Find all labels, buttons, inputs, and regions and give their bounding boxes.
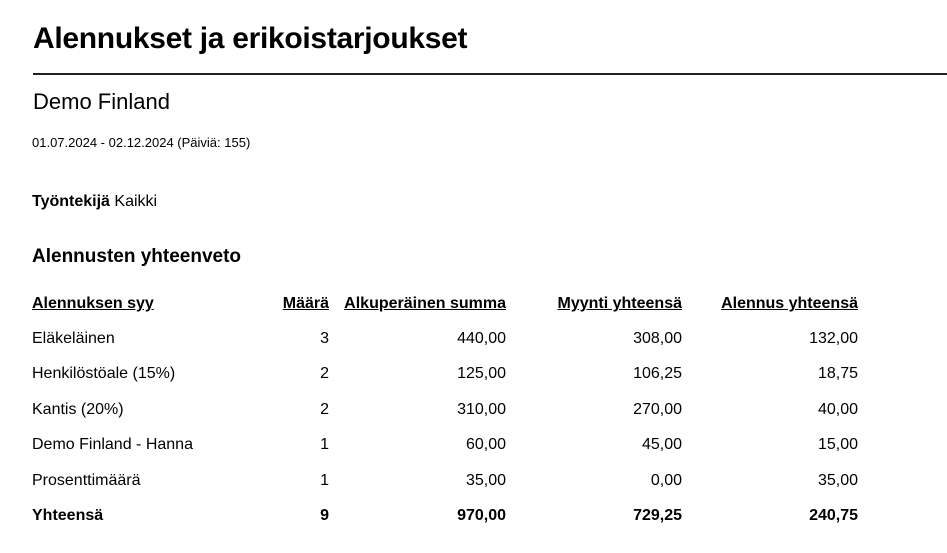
cell-discount: 40,00 xyxy=(817,400,858,418)
cell-reason: Prosenttimäärä xyxy=(32,471,141,489)
total-original: 970,00 xyxy=(457,507,506,525)
total-count: 9 xyxy=(320,507,329,525)
cell-sales: 270,00 xyxy=(633,400,682,418)
header-discount: Alennus yhteensä xyxy=(721,295,858,312)
company-name: Demo Finland xyxy=(33,89,170,114)
cell-original: 440,00 xyxy=(457,329,506,347)
table-row xyxy=(32,428,858,464)
cell-original: 125,00 xyxy=(457,365,506,383)
employee-label: Työntekijä xyxy=(32,193,110,210)
cell-original: 35,00 xyxy=(465,471,506,489)
table-header-row xyxy=(32,295,858,321)
title-divider xyxy=(33,73,947,75)
cell-sales: 0,00 xyxy=(650,471,682,489)
header-original: Alkuperäinen summa xyxy=(344,295,506,312)
cell-sales: 45,00 xyxy=(641,436,682,454)
cell-reason: Eläkeläinen xyxy=(32,329,115,347)
cell-count: 1 xyxy=(320,471,329,489)
header-sales: Myynti yhteensä xyxy=(557,295,682,312)
table-row xyxy=(32,357,858,393)
total-discount: 240,75 xyxy=(809,507,858,525)
report-title: Alennukset ja erikoistarjoukset xyxy=(33,22,468,55)
header-count: Määrä xyxy=(282,295,329,312)
cell-original: 310,00 xyxy=(457,400,506,418)
cell-discount: 35,00 xyxy=(817,471,858,489)
cell-discount: 18,75 xyxy=(817,365,858,383)
header-reason: Alennuksen syy xyxy=(32,295,154,312)
cell-count: 1 xyxy=(320,436,329,454)
table-row xyxy=(32,321,858,357)
total-row xyxy=(32,499,858,535)
report-period: 01.07.2024 - 02.12.2024 (Päiviä: 155) xyxy=(32,135,251,150)
cell-original: 60,00 xyxy=(465,436,506,454)
cell-reason: Kantis (20%) xyxy=(32,400,124,418)
cell-reason: Demo Finland - Hanna xyxy=(32,436,193,454)
cell-discount: 15,00 xyxy=(817,436,858,454)
cell-count: 3 xyxy=(320,329,329,347)
cell-count: 2 xyxy=(320,365,329,383)
cell-discount: 132,00 xyxy=(809,329,858,347)
cell-reason: Henkilöstöale (15%) xyxy=(32,365,176,383)
discount-summary-table xyxy=(32,295,858,534)
cell-count: 2 xyxy=(320,400,329,418)
employee-value: Kaikki xyxy=(114,193,158,210)
cell-sales: 106,25 xyxy=(633,365,682,383)
section-title: Alennusten yhteenveto xyxy=(32,246,242,267)
cell-sales: 308,00 xyxy=(633,329,682,347)
table-row xyxy=(32,463,858,499)
total-label: Yhteensä xyxy=(32,507,104,525)
employee-filter xyxy=(32,193,157,211)
table-row xyxy=(32,392,858,428)
total-sales: 729,25 xyxy=(633,507,682,525)
